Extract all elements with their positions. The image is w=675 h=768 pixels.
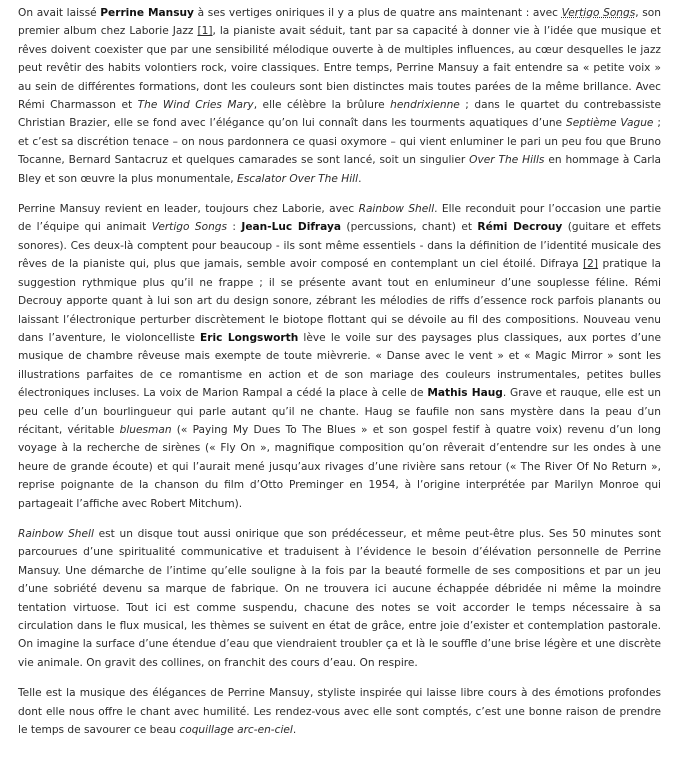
bold-name: Mathis Haug xyxy=(427,387,503,400)
text-run: en hommage à Carla Bley et son œuvre la plus monumentale, xyxy=(18,154,662,185)
text-run: lève le voile sur des paysages plus classiques, aux portes d’une musique de chambre rêveuse mais exempte de toute mièvrerie. « Danse avec le vent » et « Magic Mirror » sont les illustrations parfaites de ce romantisme en action et de son mariage des couleurs instrumentales, petites bulles électroniques incluses. La voix de Marion Rampal a cédé la place à celle de xyxy=(18,331,661,400)
text-run: (guitare et effets sonores). Ces deux-là comptent pour beaucoup - ils sont même essentiels - dans la définition de l’identité musicale des rêves de la pianiste qui, plus que jamais, semble avoir composé en contemplant un ciel étoilé. Difraya xyxy=(18,221,661,271)
italic-title: bluesman xyxy=(119,423,172,436)
text-run: pratique la suggestion rythmique plus qu’il ne frappe ; il se présente avant tout en enlumineur d’une souplesse féline. Rémi Decrouy apporte quant à lui son art du design sonore, zébrant les mélodies de riffs d’essence rock parfois planants ou laissant l’électronique perturber discrètement le biotope flottant qui se dévoile au fil des compositions. Nouveau venu dans l’aventure, le violoncelliste xyxy=(18,258,662,344)
footnote-link[interactable]: [1] xyxy=(197,25,213,38)
italic-title: hendrixienne xyxy=(390,99,460,112)
italic-title: Vertigo Songs xyxy=(151,221,228,234)
bold-name: Rémi Decrouy xyxy=(477,221,563,234)
italic-title: Rainbow Shell xyxy=(18,527,94,540)
italic-title: Septième Vague xyxy=(566,117,654,130)
paragraph-3 xyxy=(18,525,661,672)
text-run: . Elle reconduit pour l’occasion une partie de l’équipe qui animait xyxy=(18,203,661,234)
text-run: est un disque tout aussi onirique que son prédécesseur, et même peut-être plus. Ses 50 minutes sont parcourues d’une spiritualité communicative et traduisent à l’évidence le besoin d’élévation personnelle de Perrine Mansuy. Une démarche de l’intime qu’elle souligne à la fois par la beauté formelle de ses compositions et par un jeu d’une sobriété devenu sa marque de fabrique. On ne trouvera ici aucune échappée débridée ni même la moindre tentation virtuose. Tout ici est comme suspendu, chacune des notes se voit accorder le temps nécessaire à sa circulation dans le flux musical, les thèmes se suivent en état de grâce, entre joie d’exister et contemplation pastorale. On imagine la surface d’une étendue d’eau que viendraient troubler ça et là le souffle d’une brise légère et une discrète vie animale. On gravit des collines, on franchit des cours d’eau. On respire. xyxy=(18,527,661,669)
text-run: ; et c’est sa discrétion tenace – on nous pardonnera ce quasi oxymore – qui vient enluminer le pari un peu fou que Bruno Tocanne, Bernard Santacruz et quelques camarades se sont lancé, soit un singulier xyxy=(18,117,661,167)
text-run: , elle célèbre la brûlure xyxy=(253,99,391,112)
italic-title: The Wind Cries Mary xyxy=(137,99,254,112)
text-run: . xyxy=(358,172,362,185)
bold-name: Perrine Mansuy xyxy=(100,7,194,19)
text-run: On avait laissé xyxy=(18,7,101,19)
paragraph-1 xyxy=(18,4,661,188)
bold-name: Eric Longsworth xyxy=(200,331,299,344)
text-run: Perrine Mansuy revient en leader, toujours chez Laborie, avec xyxy=(18,203,359,216)
paragraph-2 xyxy=(18,200,661,513)
album-link[interactable]: Vertigo Songs xyxy=(561,7,636,19)
text-run: . Grave et rauque, elle est un peu celle d’un bourlingueur qui parle autant qu’il ne chante. Haug se faufile non sans mystère dans la peau d’un récitant, véritable xyxy=(18,387,661,436)
italic-title: Over The Hills xyxy=(469,154,545,167)
paragraph-4 xyxy=(18,684,661,739)
italic-title: Escalator Over The Hill xyxy=(237,172,359,185)
italic-title: coquillage arc-en-ciel xyxy=(179,724,293,737)
text-run: Telle est la musique des élégances de Perrine Mansuy, styliste inspirée qui laisse libre cours à des émotions profondes dont elle nous offre le chant avec humilité. Les rendez-vous avec elle sont comptés, c’est une bonne raison de prendre le temps de savourer ce beau xyxy=(18,687,661,737)
bold-name: Jean-Luc Difraya xyxy=(241,221,342,234)
text-run: ; dans le quartet du contrebassiste Christian Brazier, elle se fond avec l’élégance qu’on lui connaît dans les tourments aquatiques d’une xyxy=(18,99,662,130)
text-run: . xyxy=(292,724,297,737)
text-run: , son premier album chez Laborie Jazz xyxy=(18,7,661,38)
text-run: , la pianiste avait séduit, tant par sa capacité à donner vie à l’idée que musique et rêves doivent coexister que par une sensibilité mélodique ouverte à de multiples influences, au cœur desquelles le jazz peut revêtir des habits volontiers rock, voire classiques. Entre temps, Perrine Mansuy a fait entendre sa « petite voix » au sein de différentes formations, dont les couleurs sont bien distinctes mais toutes parées de la même brillance. Avec Rémi Charmasson et xyxy=(18,25,661,112)
footnote-link[interactable]: [2] xyxy=(583,258,599,271)
italic-title: Rainbow Shell xyxy=(358,203,435,216)
text-run: (« Paying My Dues To The Blues » et son gospel festif à quatre voix) revenu d’un long voyage à la recherche de sirènes (« Fly On », magnifique composition qu’on rêverait d’entendre sur les ondes à une heure de grande écoute) et qui l’aurait mené jusqu’aux rivages d’une rivière sans retour (« The River Of No Return », reprise poignante de la chanson du film d’Otto Preminger en 1954, à l’origine interprétée par Marilyn Monroe qui partageait l’affiche avec Robert Mitchum). xyxy=(18,423,661,510)
text-run: à ses vertiges oniriques il y a plus de quatre ans maintenant : avec xyxy=(193,7,562,19)
text-run: (percussions, chant) et xyxy=(341,221,478,234)
text-run: : xyxy=(227,221,242,234)
